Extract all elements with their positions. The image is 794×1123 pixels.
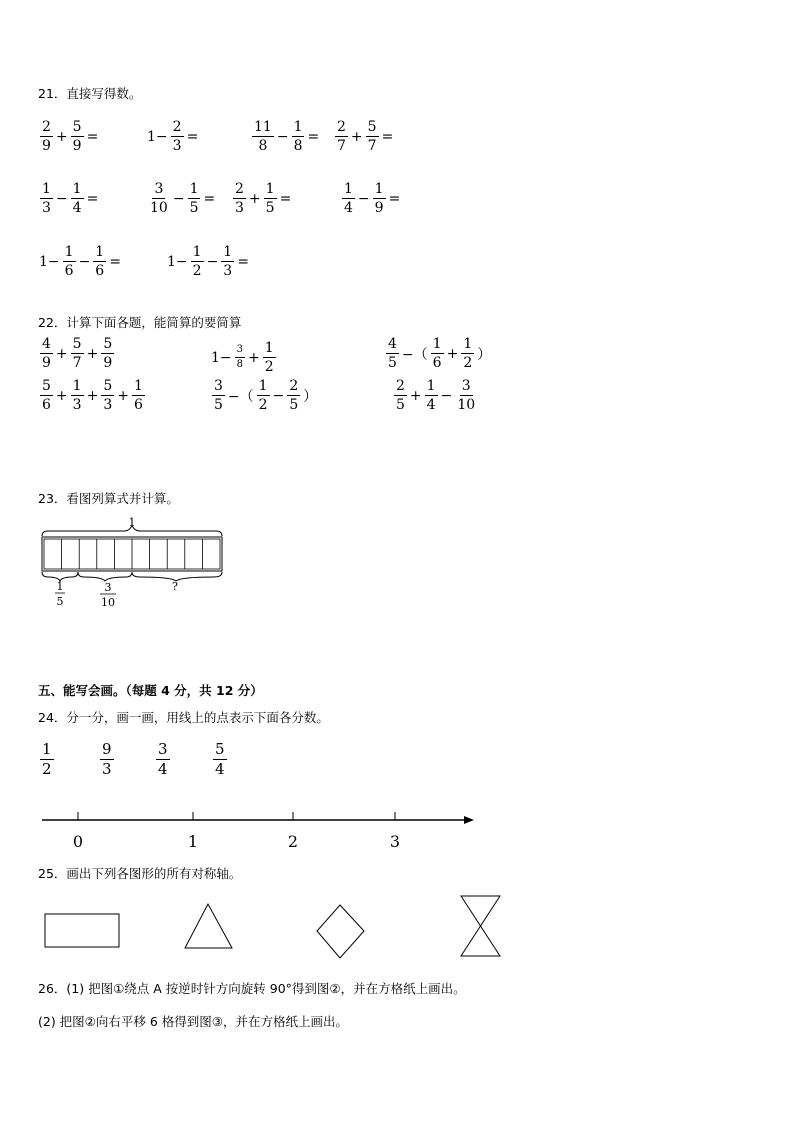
operator: 1− xyxy=(211,349,232,366)
q24-fraction xyxy=(98,742,116,777)
denominator: 5 xyxy=(265,200,275,216)
q22-expr xyxy=(38,337,116,370)
numerator: 1 xyxy=(192,244,202,260)
fraction xyxy=(188,182,201,215)
denominator: 10 xyxy=(150,200,168,216)
q22-expr xyxy=(384,337,492,370)
arrow-icon xyxy=(464,816,474,824)
denominator: 9 xyxy=(103,355,113,371)
denominator: 9 xyxy=(72,138,82,154)
numerator: 2 xyxy=(42,119,51,135)
denominator: 2 xyxy=(42,760,52,778)
numerator: 2 xyxy=(235,181,244,197)
numerator: 4 xyxy=(388,336,397,352)
fraction xyxy=(212,379,225,412)
q24-fraction xyxy=(211,742,229,777)
fraction xyxy=(264,182,277,215)
numerator: 3 xyxy=(214,378,223,394)
numerator: 1 xyxy=(42,181,51,197)
fraction xyxy=(263,341,276,374)
fraction xyxy=(287,379,300,412)
numerator: 1 xyxy=(432,336,442,352)
q21-expr xyxy=(333,120,394,153)
part2-den: 10 xyxy=(101,596,115,609)
part2-num: 3 xyxy=(104,581,112,594)
numerator: 1 xyxy=(264,340,274,356)
numerator: 1 xyxy=(133,378,143,394)
fraction xyxy=(93,245,106,278)
numerator: 1 xyxy=(189,181,199,197)
q25-title: 25．画出下列各图形的所有对称轴。 xyxy=(38,866,242,881)
number-line-tick-label: 1 xyxy=(187,832,199,851)
operator: 1− xyxy=(167,253,188,270)
number-line xyxy=(38,805,483,855)
fraction xyxy=(221,245,234,278)
fraction xyxy=(71,379,84,412)
fraction xyxy=(40,742,54,777)
operator: + xyxy=(55,128,68,145)
denominator: 3 xyxy=(223,263,233,279)
denominator: 5 xyxy=(289,397,299,413)
denominator: 3 xyxy=(103,397,113,413)
q26-line1: 26．(1) 把图①绕点 A 按逆时针方向旋转 90°得到图②，并在方格纸上画出。 xyxy=(38,981,466,996)
operator: − xyxy=(440,387,453,404)
number-line-tick-label: 3 xyxy=(389,832,401,851)
denominator: 9 xyxy=(374,200,384,216)
q21-expr xyxy=(38,245,122,278)
q21-expr xyxy=(231,182,292,215)
numerator: 3 xyxy=(461,378,471,394)
operator: + xyxy=(248,349,260,366)
fraction xyxy=(40,120,53,153)
denominator: 7 xyxy=(367,138,377,154)
rhombus-shape xyxy=(317,905,364,958)
q22-expr xyxy=(210,341,278,374)
operator: = xyxy=(279,190,292,207)
numerator: 1 xyxy=(374,181,384,197)
denominator: 6 xyxy=(42,397,51,413)
fraction xyxy=(386,337,399,370)
denominator: 5 xyxy=(388,355,397,371)
segment-lines xyxy=(62,539,203,569)
operator: ） xyxy=(303,388,318,405)
denominator: 3 xyxy=(72,397,82,413)
numerator: 2 xyxy=(289,378,299,394)
q21-expr xyxy=(38,182,99,215)
denominator: 3 xyxy=(102,760,112,778)
numerator: 2 xyxy=(172,119,182,135)
fraction xyxy=(148,182,170,215)
q24-fraction xyxy=(154,742,172,777)
q21-expr xyxy=(250,120,320,153)
fraction xyxy=(101,337,114,370)
denominator: 4 xyxy=(158,760,168,778)
denominator: 2 xyxy=(192,263,202,279)
fraction xyxy=(63,245,76,278)
numerator: 1 xyxy=(463,336,473,352)
denominator: 3 xyxy=(42,200,51,216)
denominator: 2 xyxy=(258,397,268,413)
denominator: 9 xyxy=(42,355,51,371)
denominator: 7 xyxy=(337,138,346,154)
operator: + xyxy=(55,387,68,404)
numerator: 5 xyxy=(103,336,113,352)
total-label: 1 xyxy=(128,516,136,529)
denominator: 4 xyxy=(344,200,353,216)
hourglass-shape xyxy=(461,896,500,956)
denominator: 3 xyxy=(172,138,182,154)
number-line-tick-label: 2 xyxy=(287,832,299,851)
numerator: 1 xyxy=(293,119,303,135)
fraction xyxy=(455,379,477,412)
operator: −（ xyxy=(227,388,254,405)
denominator: 2 xyxy=(463,355,473,371)
operator: − xyxy=(78,253,91,270)
triangle-shape xyxy=(185,904,232,948)
operator: ） xyxy=(477,346,492,363)
denominator: 8 xyxy=(293,138,303,154)
segment-diagram xyxy=(36,514,236,614)
fraction xyxy=(100,742,114,777)
operator: = xyxy=(203,190,216,207)
fraction xyxy=(213,742,227,777)
numerator: 1 xyxy=(223,244,233,260)
fraction xyxy=(292,120,305,153)
fraction xyxy=(156,742,170,777)
fraction xyxy=(191,245,204,278)
numerator: 2 xyxy=(337,119,346,135)
denominator: 4 xyxy=(215,760,225,778)
denominator: 6 xyxy=(432,355,442,371)
shapes-row xyxy=(38,892,518,964)
numerator: 5 xyxy=(367,119,377,135)
q22-expr xyxy=(210,379,318,412)
numerator: 5 xyxy=(215,740,225,758)
operator: + xyxy=(86,345,99,362)
q21-title: 21．直接写得数。 xyxy=(38,86,142,101)
numerator: 1 xyxy=(64,244,74,260)
q23-title: 23．看图列算式并计算。 xyxy=(38,491,179,506)
q21-expr xyxy=(38,120,99,153)
operator: − xyxy=(357,190,370,207)
number-line-tick-label: 0 xyxy=(72,832,84,851)
operator: −（ xyxy=(401,346,428,363)
operator: + xyxy=(350,128,363,145)
fraction xyxy=(394,379,407,412)
operator: = xyxy=(186,128,199,145)
numerator: 5 xyxy=(72,336,82,352)
numerator: 1 xyxy=(265,181,275,197)
q24-fraction xyxy=(38,742,56,777)
denominator: 5 xyxy=(396,397,405,413)
denominator: 4 xyxy=(72,200,82,216)
denominator: 5 xyxy=(214,397,223,413)
operator: = xyxy=(86,128,99,145)
fraction xyxy=(132,379,145,412)
denominator: 6 xyxy=(95,263,105,279)
numerator: 1 xyxy=(95,244,105,260)
denominator: 6 xyxy=(133,397,143,413)
numerator: 1 xyxy=(42,740,52,758)
part1-num: 1 xyxy=(56,580,64,593)
operator: + xyxy=(446,345,459,362)
brace-part2 xyxy=(78,572,132,581)
operator: = xyxy=(388,190,401,207)
numerator: 1 xyxy=(258,378,268,394)
q22-expr xyxy=(38,379,147,412)
numerator: 3 xyxy=(154,181,164,197)
numerator: 5 xyxy=(42,378,51,394)
denominator: 10 xyxy=(457,397,476,413)
denominator: 5 xyxy=(189,200,199,216)
fraction xyxy=(40,337,53,370)
part1-den: 5 xyxy=(56,595,64,608)
denominator: 8 xyxy=(258,138,268,154)
numerator: 3 xyxy=(235,345,245,358)
fraction xyxy=(101,379,114,412)
section5-title: 五、能写会画。（每题 4 分，共 12 分） xyxy=(38,683,263,698)
numerator: 1 xyxy=(72,181,82,197)
operator: = xyxy=(237,253,249,270)
operator: = xyxy=(307,128,320,145)
operator: − xyxy=(276,128,289,145)
rectangle-shape xyxy=(45,914,119,947)
denominator: 8 xyxy=(236,359,244,370)
fraction xyxy=(71,182,84,215)
numerator: 3 xyxy=(158,740,168,758)
q21-expr xyxy=(166,245,250,278)
fraction xyxy=(342,182,355,215)
denominator: 4 xyxy=(426,397,436,413)
numerator: 5 xyxy=(103,378,113,394)
operator: − xyxy=(272,387,285,404)
fraction xyxy=(431,337,444,370)
fraction xyxy=(252,120,274,153)
operator: 1− xyxy=(147,128,168,145)
operator: − xyxy=(172,190,185,207)
q21-expr xyxy=(146,182,216,215)
operator: + xyxy=(55,345,68,362)
numerator: 11 xyxy=(254,119,272,135)
unknown-label: ? xyxy=(172,580,178,593)
denominator: 9 xyxy=(42,138,51,154)
operator: = xyxy=(86,190,99,207)
numerator: 1 xyxy=(426,378,436,394)
operator: + xyxy=(409,387,422,404)
operator: + xyxy=(86,387,99,404)
operator: 1− xyxy=(39,253,60,270)
operator: = xyxy=(109,253,121,270)
denominator: 3 xyxy=(235,200,244,216)
denominator: 7 xyxy=(72,355,82,371)
fraction xyxy=(40,182,53,215)
fraction xyxy=(373,182,386,215)
q22-title: 22．计算下面各题，能简算的要简算 xyxy=(38,315,242,330)
fraction xyxy=(171,120,184,153)
q21-expr xyxy=(146,120,199,153)
q24-title: 24．分一分，画一画，用线上的点表示下面各分数。 xyxy=(38,710,329,725)
q21-expr xyxy=(340,182,401,215)
fraction xyxy=(257,379,270,412)
denominator: 6 xyxy=(64,263,74,279)
q26-line2: (2) 把图②向右平移 6 格得到图③，并在方格纸上画出。 xyxy=(38,1014,348,1029)
operator: = xyxy=(381,128,394,145)
operator: + xyxy=(248,190,261,207)
numerator: 9 xyxy=(102,740,112,758)
numerator: 5 xyxy=(72,119,82,135)
fraction xyxy=(335,120,348,153)
fraction xyxy=(40,379,53,412)
denominator: 2 xyxy=(264,359,274,375)
operator: − xyxy=(206,253,219,270)
fraction xyxy=(233,182,246,215)
numerator: 2 xyxy=(396,378,405,394)
fraction xyxy=(366,120,379,153)
numerator: 1 xyxy=(72,378,82,394)
operator: + xyxy=(117,387,129,404)
q22-expr xyxy=(392,379,479,412)
fraction xyxy=(461,337,474,370)
fraction xyxy=(71,337,84,370)
fraction xyxy=(71,120,84,153)
numerator: 4 xyxy=(42,336,51,352)
fraction xyxy=(425,379,438,412)
numerator: 1 xyxy=(344,181,353,197)
operator: − xyxy=(55,190,68,207)
fraction xyxy=(235,345,245,370)
